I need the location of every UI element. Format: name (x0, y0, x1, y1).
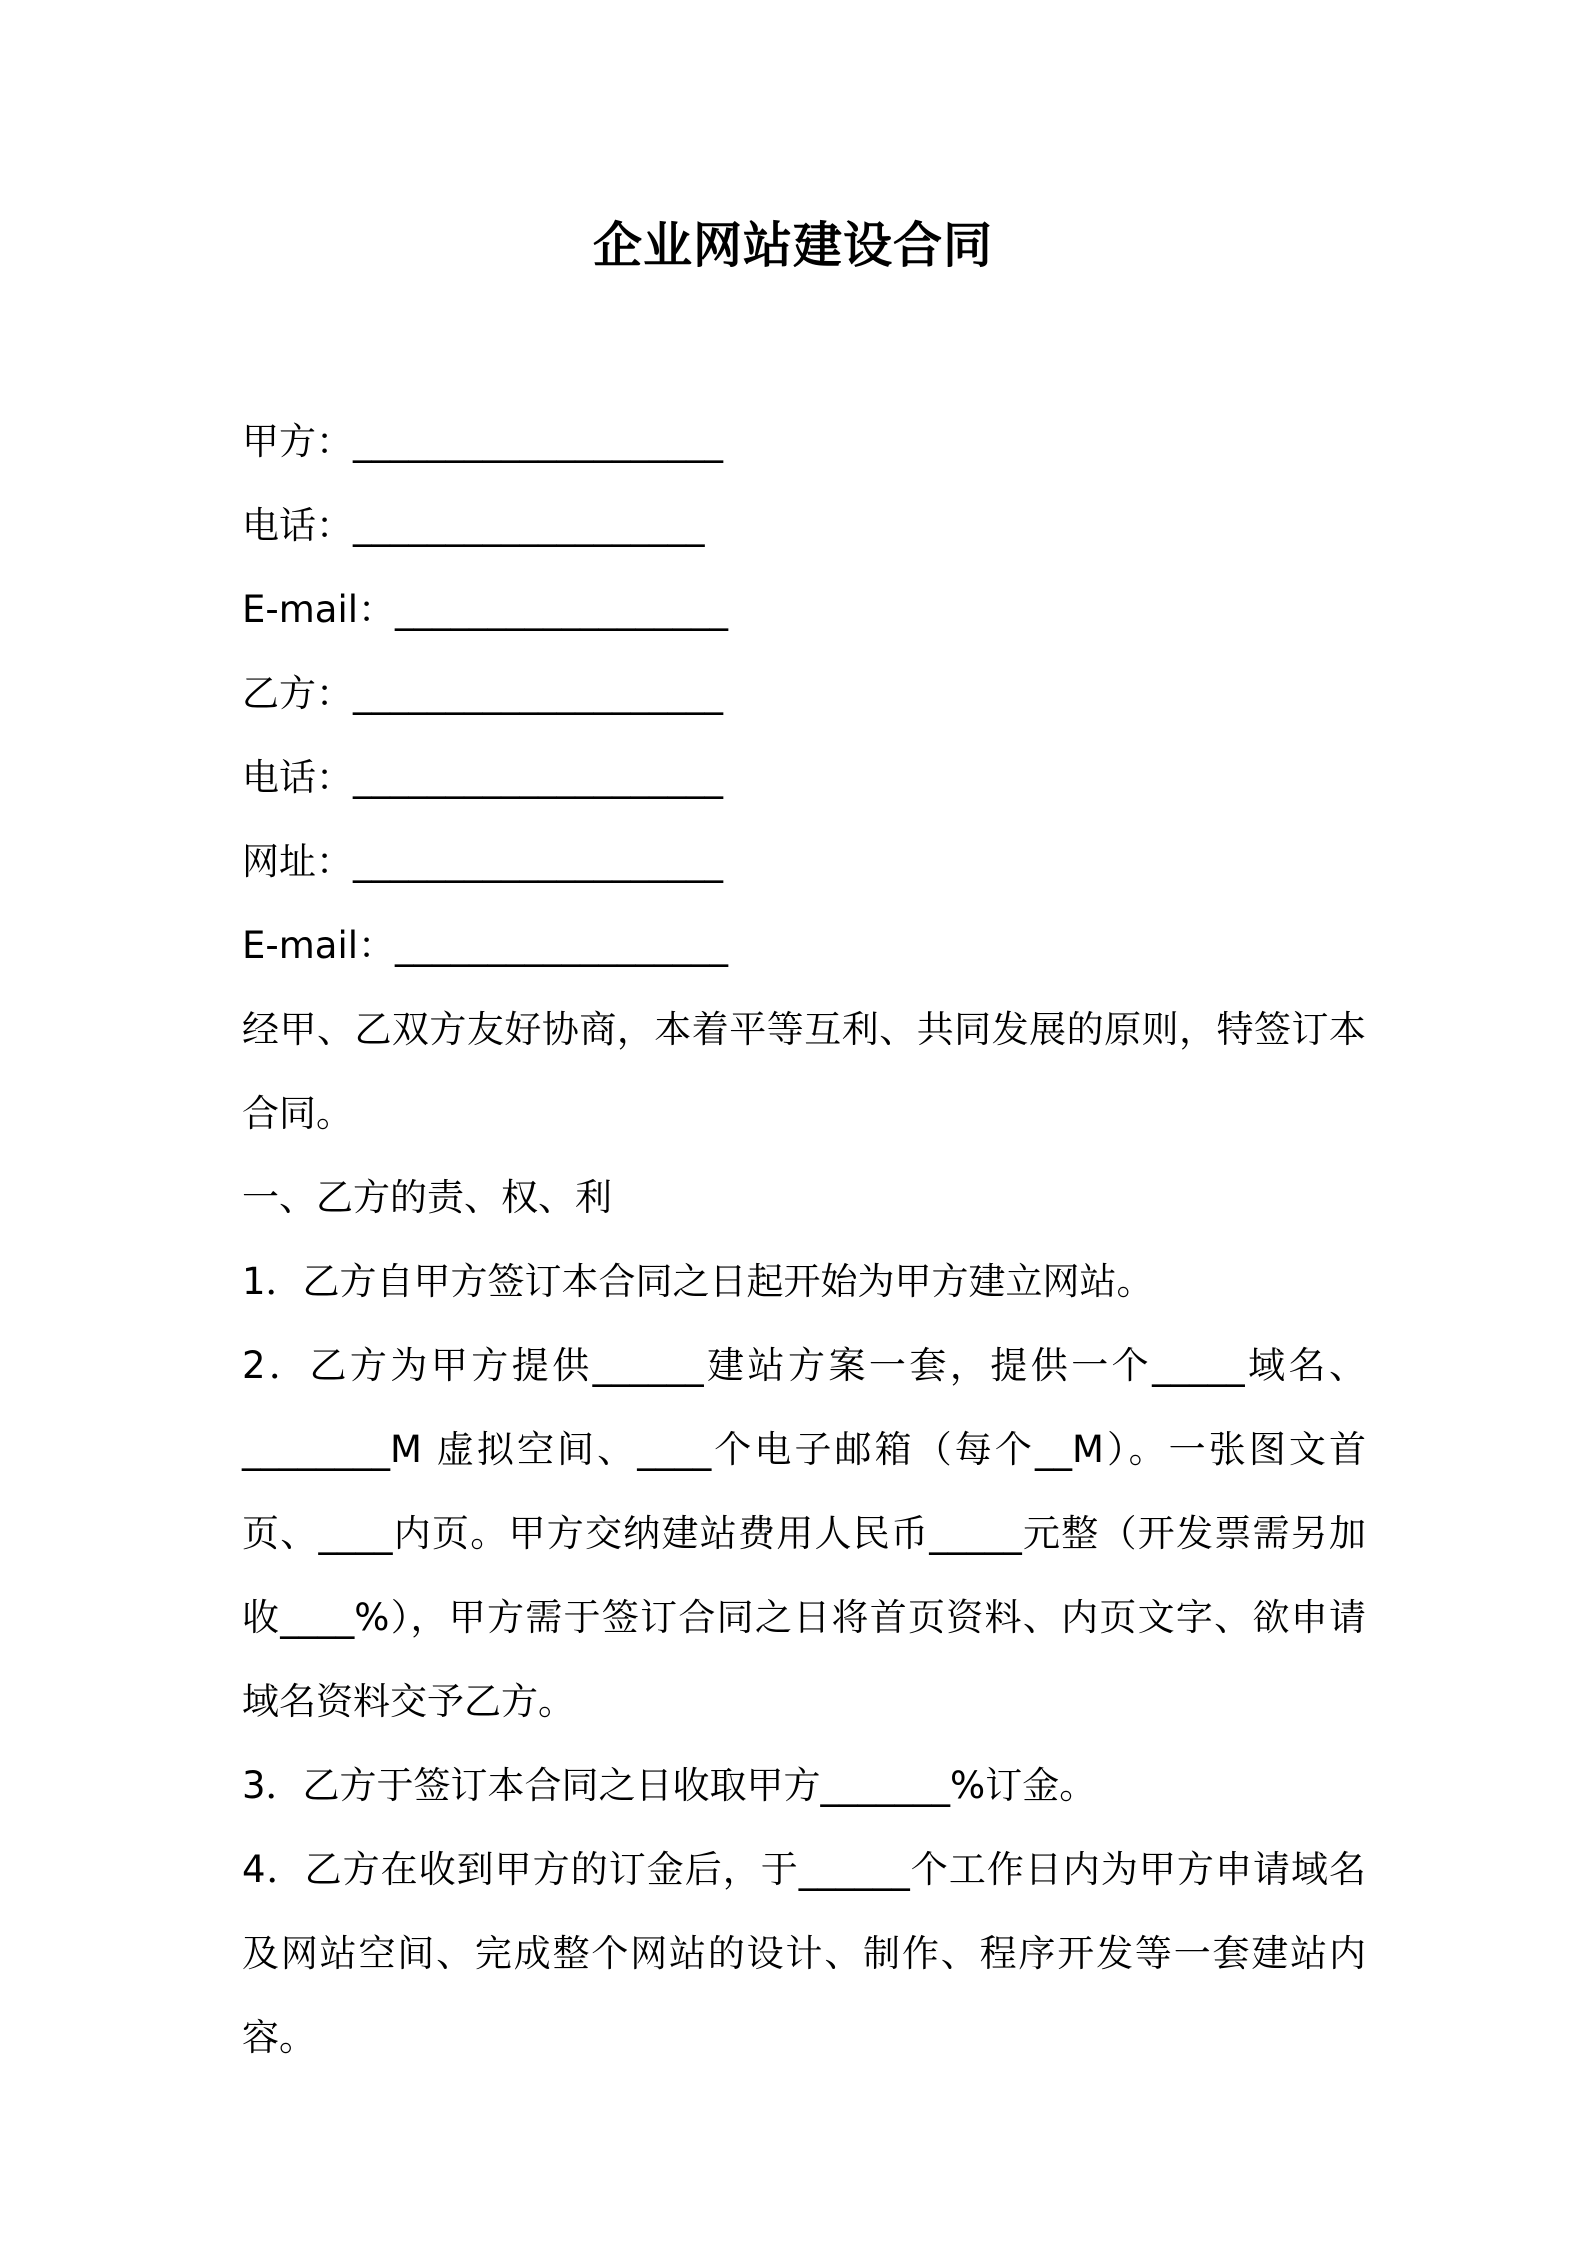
field-label: 乙方： (242, 672, 353, 715)
party-a-phone-field (242, 484, 1366, 568)
party-a-name-field (242, 400, 1366, 484)
field-label: E-mail： (242, 588, 396, 631)
party-b-email-field (242, 904, 1366, 988)
field-blank: ____________________ (353, 672, 723, 715)
field-label: E-mail： (242, 924, 396, 967)
field-blank: __________________ (395, 924, 729, 967)
clause-4: 4．乙方在收到甲方的订金后，于______个工作日内为甲方申请域名及网站空间、完成整个网站的设计、制作、程序开发等一套建站内容。 (242, 1848, 1366, 2059)
document-body (242, 400, 1366, 2080)
field-blank: ____________________ (353, 420, 723, 463)
field-label: 电话： (242, 504, 353, 547)
field-blank: __________________ (395, 588, 729, 631)
clause-1: 1．乙方自甲方签订本合同之日起开始为甲方建立网站。 (242, 1260, 1154, 1303)
field-blank: ____________________ (353, 756, 723, 799)
field-label: 网址： (242, 840, 353, 883)
party-b-name-field (242, 652, 1366, 736)
field-blank: ____________________ (353, 840, 723, 883)
intro-paragraph: 经甲、乙双方友好协商，本着平等互利、共同发展的原则，特签订本合同。 (242, 1008, 1366, 1135)
clause-2: 2．乙方为甲方提供______建站方案一套，提供一个_____域名、________M 虚拟空间、____个电子邮箱（每个__M）。一张图文首页、____内页。甲方交纳建站费用人民币_____元整（开发票需另加收____%），甲方需于签订合同之日将首页资料、内页文字、欲申请域名资料交予乙方。 (242, 1344, 1366, 1723)
section-heading: 一、乙方的责、权、利 (242, 1176, 612, 1219)
document-title: 企业网站建设合同 (592, 217, 993, 274)
party-b-website-field (242, 820, 1366, 904)
party-b-phone-field (242, 736, 1366, 820)
party-a-email-field (242, 568, 1366, 652)
clause-3: 3．乙方于签订本合同之日收取甲方_______%订金。 (242, 1764, 1097, 1807)
field-blank: ___________________ (353, 504, 705, 547)
field-label: 甲方： (242, 420, 353, 463)
field-label: 电话： (242, 756, 353, 799)
